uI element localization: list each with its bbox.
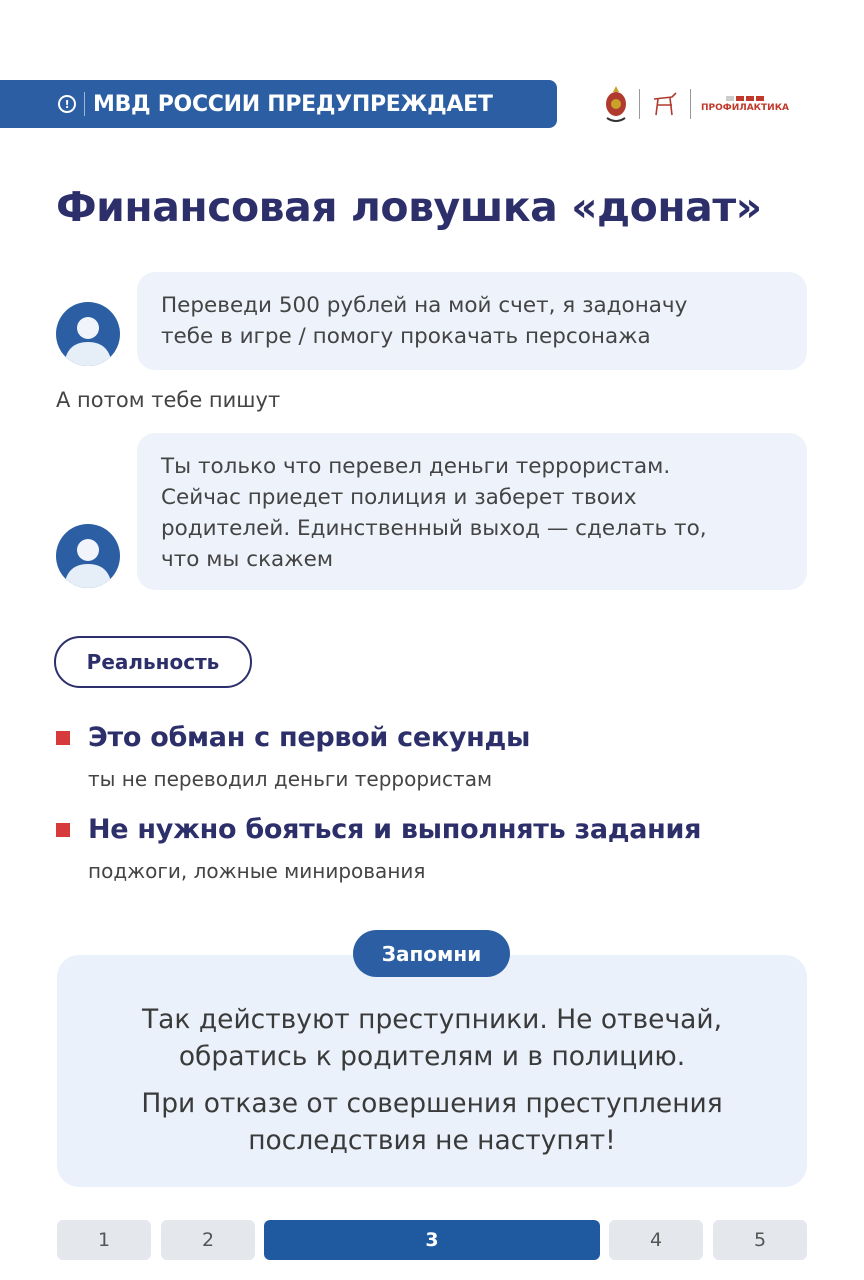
page-title: Финансовая ловушка «донат» [56,183,762,231]
divider [690,89,691,119]
message-bubble: Переведи 500 рублей на мой счет, я задоначу тебе в игре / помогу прокачать персонажа [137,272,807,370]
page-2[interactable]: 2 [161,1220,255,1260]
header-banner [0,80,557,128]
avatar [56,524,120,588]
remember-box: Так действуют преступники. Не отвечай, обратись к родителям и в полицию. При отказе от совершения преступления последствия не наступят! [57,955,807,1187]
page-3-current[interactable]: 3 [264,1220,600,1260]
message-bubble: Ты только что перевел деньги террористам. Сейчас приедет полиция и заберет твоих родителей. Единственный выход — сделать то, что мы скажем [137,433,807,590]
page-4[interactable]: 4 [609,1220,703,1260]
page-1[interactable]: 1 [57,1220,151,1260]
banner-text: МВД РОССИИ ПРЕДУПРЕЖДАЕТ [93,91,493,117]
bullet-icon [56,823,70,837]
point-subtitle: поджоги, ложные минирования [88,859,426,883]
point-title: Это обман с первой секунды [56,722,530,753]
point-subtitle: ты не переводил деньги террористам [88,767,493,791]
bullet-icon [56,731,70,745]
remember-label: Запомни [353,930,510,977]
mvd-emblem-icon [603,84,629,124]
profilaktika-logo: ПРОФИЛАКТИКА [701,96,789,113]
avatar [56,302,120,366]
logos [603,84,789,124]
reality-label: Реальность [54,636,252,688]
between-text: А потом тебе пишут [56,388,281,412]
page-5[interactable]: 5 [713,1220,807,1260]
horse-logo-icon [650,89,680,119]
point-title: Не нужно бояться и выполнять задания [56,814,701,845]
divider [84,92,85,116]
warning-icon: ! [58,95,76,113]
divider [639,89,640,119]
